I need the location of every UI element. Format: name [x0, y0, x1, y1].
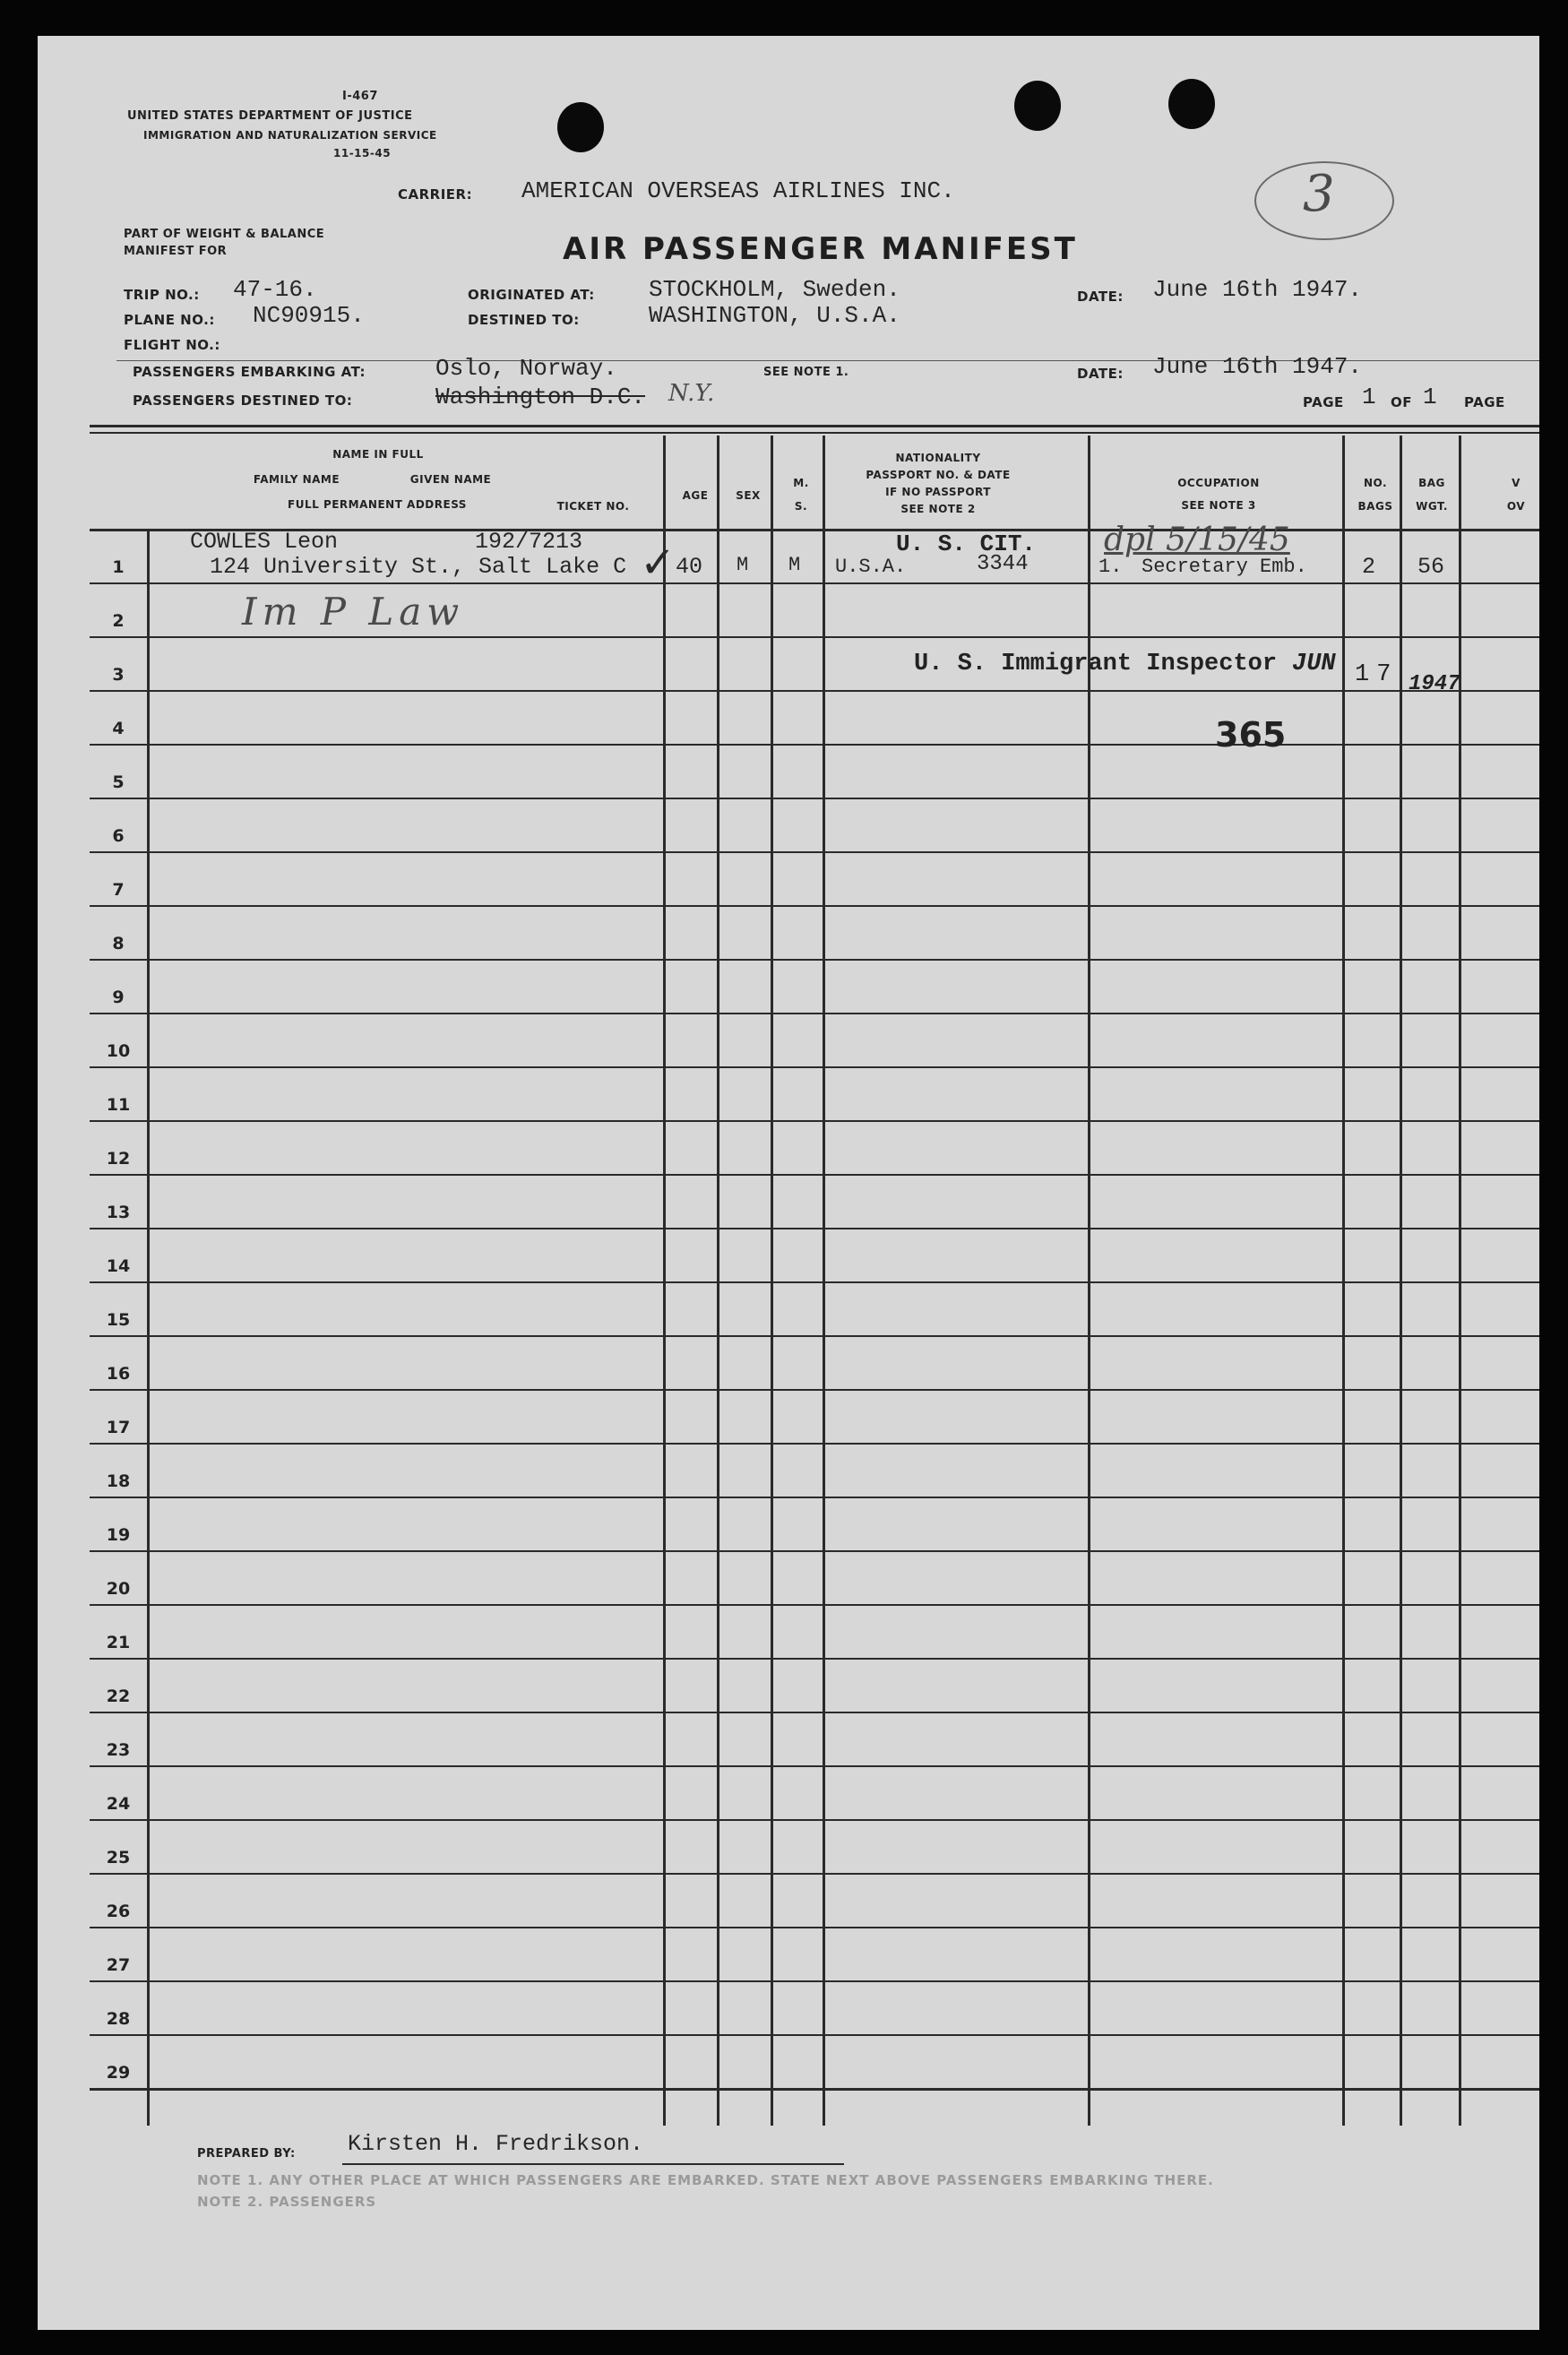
page-mark: 3: [1303, 165, 1335, 223]
flight-label: FLIGHT NO.:: [124, 337, 220, 353]
manifest-page: [38, 36, 1539, 2330]
row-number: 23: [106, 1740, 131, 1760]
carrier-value: AMERICAN OVERSEAS AIRLINES INC.: [521, 177, 955, 204]
embarking-value: Oslo, Norway.: [435, 355, 617, 382]
passenger-checkmark: ✓: [640, 538, 676, 588]
citizen-stamp: U. S. CIT.: [896, 531, 1037, 557]
row-line: [90, 1658, 1539, 1660]
passenger-bag-weight: 56: [1417, 554, 1445, 580]
row-number: 9: [112, 988, 125, 1007]
row-number: 27: [106, 1955, 131, 1975]
row-line: [90, 905, 1539, 907]
passenger-bags: 2: [1362, 554, 1376, 580]
row-line: [90, 1281, 1539, 1283]
embarking-label: PASSENGERS EMBARKING AT:: [133, 364, 366, 380]
row-line: [90, 798, 1539, 799]
row-number: 5: [112, 772, 125, 792]
prepared-underline: [342, 2163, 844, 2165]
of-value: 1: [1423, 384, 1437, 410]
destined2-value: Washington D.C.: [435, 384, 646, 410]
row-line: [90, 2034, 1539, 2036]
destined2-handwritten: N.Y.: [668, 380, 715, 407]
note-1: NOTE 1. ANY OTHER PLACE AT WHICH PASSENGERS ARE EMBARKED. STATE NEXT ABOVE PASSENGERS EMBARKING THERE.: [197, 2172, 1214, 2188]
row-number: 14: [106, 1256, 131, 1276]
passenger-name: COWLES Leon: [190, 529, 339, 555]
row-number: 8: [112, 934, 125, 953]
row-number: 10: [106, 1041, 131, 1061]
row-number: 21: [106, 1633, 131, 1652]
weight-balance-line2: MANIFEST FOR: [124, 245, 228, 258]
stamp-day: 17: [1355, 661, 1399, 688]
row-number: 1: [112, 557, 125, 577]
form-number: I-467: [342, 90, 378, 103]
row-number: 15: [106, 1310, 131, 1330]
row-line: [90, 1013, 1539, 1014]
page-label-right: PAGE: [1464, 394, 1505, 410]
col-cut-2: OV: [1506, 500, 1526, 513]
row-number: 4: [112, 719, 125, 738]
punch-hole-left: [557, 102, 604, 152]
row-line: [90, 1066, 1539, 1068]
passenger-ms: M: [788, 554, 801, 576]
row-line: [90, 744, 1539, 746]
row-line: [90, 690, 1539, 692]
col-nationality-2: PASSPORT NO. & DATE: [866, 469, 1011, 481]
prepared-label: PREPARED BY:: [197, 2147, 296, 2161]
punch-hole-middle: [1014, 81, 1061, 131]
row-line: [90, 1873, 1539, 1875]
col-sex: SEX: [736, 489, 761, 502]
row-line: [90, 582, 1539, 584]
row-number: 13: [106, 1203, 131, 1222]
col-bags-1: NO.: [1363, 477, 1388, 489]
page-value: 1: [1362, 384, 1376, 410]
punch-hole-right: [1168, 79, 1215, 129]
row-number: 11: [106, 1095, 131, 1115]
passenger-ticket: 192/7213: [475, 529, 583, 555]
page-label: PAGE: [1303, 394, 1344, 410]
row2-handwritten: Im P Law: [242, 590, 465, 634]
passenger-address: 124 University St., Salt Lake C: [210, 554, 627, 580]
note-2: NOTE 2. PASSENGERS: [197, 2194, 377, 2210]
date2-label: DATE:: [1077, 366, 1124, 382]
row-number: 2: [112, 611, 125, 631]
row-line: [90, 1980, 1539, 1982]
stamp-number: 365: [1215, 715, 1287, 755]
row-line: [90, 1497, 1539, 1498]
row-line: [90, 1765, 1539, 1767]
row-number: 16: [106, 1364, 131, 1384]
col-name-header: NAME IN FULL: [332, 448, 424, 461]
stamp-month: JUN: [1292, 651, 1336, 677]
form-date: 11-15-45: [333, 147, 392, 160]
prepared-value: Kirsten H. Fredrikson.: [348, 2131, 644, 2157]
col-occupation-1: OCCUPATION: [1177, 477, 1260, 489]
row-number: 7: [112, 880, 125, 900]
col-given-name: GIVEN NAME: [409, 473, 492, 486]
table-bottom-rule: [90, 2088, 1539, 2091]
manifest-title: AIR PASSENGER MANIFEST: [563, 231, 1078, 267]
row-line: [90, 1927, 1539, 1928]
col-age: AGE: [682, 489, 709, 502]
col-ms-2: S.: [794, 500, 808, 513]
col-occupation-2: SEE NOTE 3: [1181, 499, 1256, 512]
row-number: 18: [106, 1471, 131, 1491]
header-rule-top2: [90, 432, 1539, 434]
col-nationality-1: NATIONALITY: [895, 452, 981, 464]
trip-value: 47-16.: [233, 276, 317, 303]
col-full-address: FULL PERMANENT ADDRESS: [288, 498, 467, 511]
date-label: DATE:: [1077, 289, 1124, 305]
date-value: June 16th 1947.: [1152, 276, 1363, 303]
passenger-nationality: U.S.A.: [835, 556, 907, 578]
department-name: UNITED STATES DEPARTMENT OF JUSTICE: [127, 109, 413, 123]
originated-label: ORIGINATED AT:: [468, 287, 595, 303]
passenger-passport: 3344: [977, 552, 1029, 576]
row-number: 24: [106, 1794, 131, 1814]
col-ticket-no: TICKET NO.: [556, 500, 630, 513]
carrier-label: CARRIER:: [398, 186, 473, 203]
passenger-occupation: Secretary Emb.: [1142, 556, 1307, 578]
see-note-1: SEE NOTE 1.: [763, 366, 849, 379]
col-bags-2: BAGS: [1357, 500, 1393, 513]
row-number: 3: [112, 665, 125, 685]
row-number: 6: [112, 826, 125, 846]
service-name: IMMIGRATION AND NATURALIZATION SERVICE: [143, 129, 437, 142]
date2-value: June 16th 1947.: [1152, 353, 1363, 380]
row-line: [90, 1389, 1539, 1391]
col-bagwt-2: WGT.: [1416, 500, 1448, 513]
row-line: [90, 1604, 1539, 1606]
row-number: 26: [106, 1902, 131, 1921]
row-line: [90, 959, 1539, 961]
plane-label: PLANE NO.:: [124, 312, 215, 328]
stamp-year: 1947: [1409, 672, 1460, 696]
row-number: 19: [106, 1525, 131, 1545]
row-line: [90, 1174, 1539, 1176]
header-rule-top: [90, 425, 1539, 427]
row-line: [90, 1228, 1539, 1229]
row-number: 29: [106, 2063, 131, 2083]
plane-value: NC90915.: [253, 302, 365, 329]
col-ms-1: M.: [793, 477, 809, 489]
row-number: 17: [106, 1418, 131, 1437]
col-nationality-3: IF NO PASSPORT: [885, 486, 991, 498]
col-line-rownum: [147, 531, 150, 2126]
col-nationality-4: SEE NOTE 2: [900, 503, 976, 515]
row-number: 12: [106, 1149, 131, 1169]
destined2-label: PASSENGERS DESTINED TO:: [133, 392, 353, 409]
col-family-name: FAMILY NAME: [253, 473, 340, 486]
row-number: 25: [106, 1848, 131, 1868]
trip-label: TRIP NO.:: [124, 287, 200, 303]
row-line: [90, 1550, 1539, 1552]
passenger-sex: M: [737, 554, 749, 576]
row-line: [90, 636, 1539, 638]
row-line: [90, 1335, 1539, 1337]
inspector-stamp: U. S. Immigrant Inspector: [914, 651, 1278, 677]
destined-value: WASHINGTON, U.S.A.: [649, 302, 900, 329]
of-label: OF: [1391, 394, 1412, 410]
occupation-handwritten: dpl 5/15/45: [1104, 522, 1290, 558]
occupation-mark: 1.: [1098, 556, 1123, 578]
destined-label: DESTINED TO:: [468, 312, 580, 328]
weight-balance-line1: PART OF WEIGHT & BALANCE: [124, 228, 325, 241]
col-bagwt-1: BAG: [1418, 477, 1445, 489]
row-number: 20: [106, 1579, 131, 1599]
row-line: [90, 851, 1539, 853]
col-cut-1: V: [1512, 477, 1521, 489]
originated-value: STOCKHOLM, Sweden.: [649, 276, 900, 303]
row-line: [90, 1819, 1539, 1821]
passenger-age: 40: [676, 554, 703, 580]
row-number: 22: [106, 1686, 131, 1706]
row-line: [90, 1712, 1539, 1713]
row-line: [90, 1443, 1539, 1445]
row-line: [90, 1120, 1539, 1122]
row-number: 28: [106, 2009, 131, 2029]
